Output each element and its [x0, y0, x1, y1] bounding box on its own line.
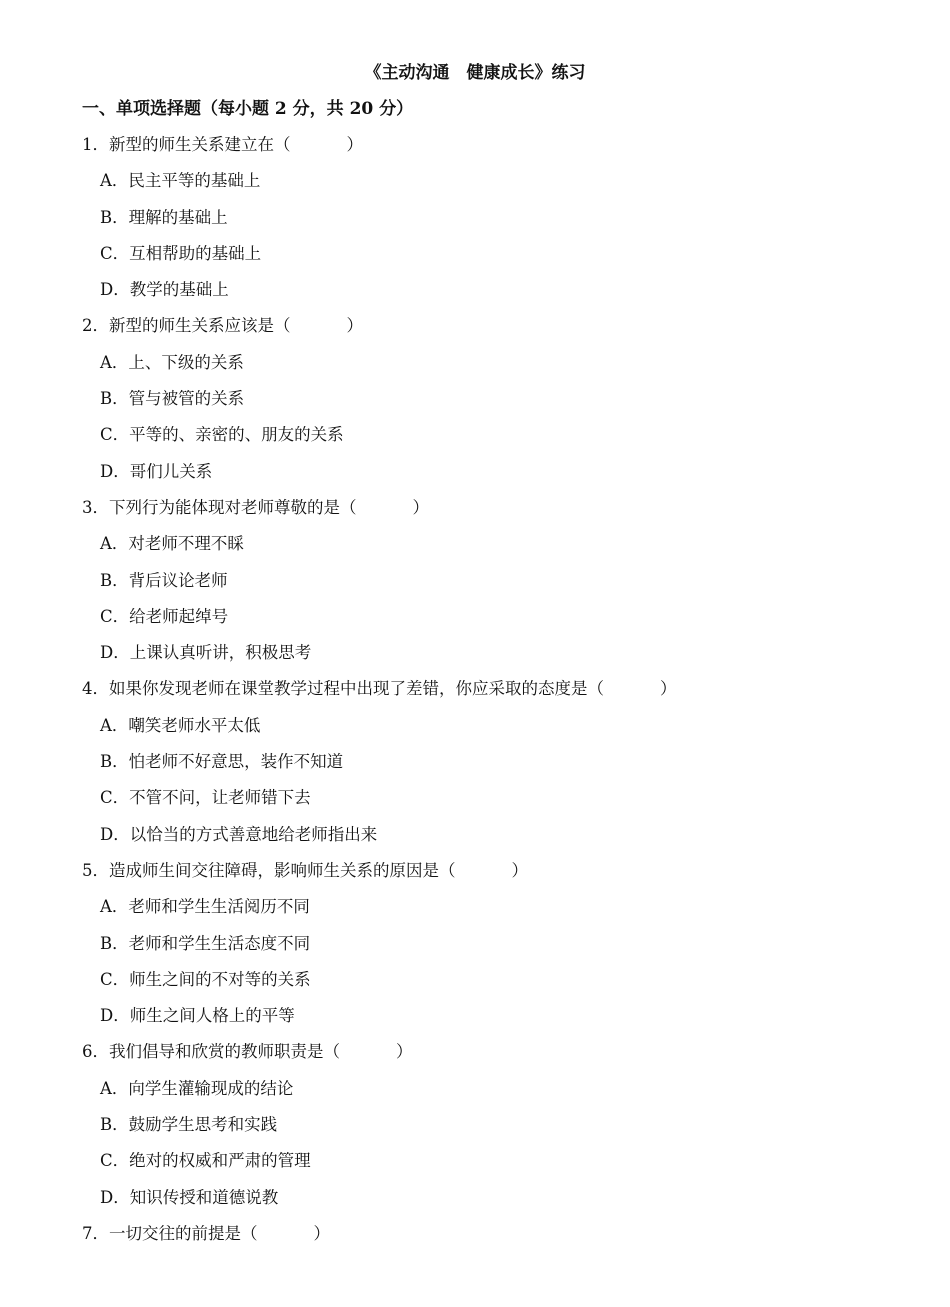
option-letter: B．: [100, 933, 129, 953]
option-letter: A．: [100, 534, 129, 554]
option-text: 老师和学生生活阅历不同: [128, 897, 310, 917]
option-text: 以恰当的方式善意地给老师指出来: [129, 824, 378, 844]
answer-bracket-close: ）: [346, 316, 363, 336]
question-text: 一切交往的前提是（: [109, 1223, 258, 1243]
option-1: [82, 1074, 882, 1110]
option-1: [82, 166, 882, 202]
question-number: 1．: [82, 135, 109, 154]
question-text: 我们倡导和欣赏的教师职责是（: [109, 1042, 340, 1062]
option-4: [82, 457, 882, 493]
option-letter: C．: [100, 1151, 130, 1171]
answer-bracket-close: ）: [346, 135, 363, 154]
question-2: [82, 311, 882, 492]
question-text: 如果你发现老师在课堂教学过程中出现了差错，你应采取的态度是（: [109, 679, 604, 699]
option-4: [82, 1001, 882, 1037]
option-letter: C．: [100, 425, 130, 445]
option-letter: D．: [100, 280, 130, 300]
question-number: 3．: [82, 497, 109, 517]
option-2: [82, 1110, 882, 1146]
option-text: 知识传授和道德说教: [129, 1187, 279, 1207]
option-text: 绝对的权威和严肃的管理: [129, 1151, 311, 1171]
option-letter: B．: [100, 752, 129, 772]
question-list: [82, 130, 882, 1255]
section-heading: 一、单项选择题（每小题 2 分，共 20 分）: [82, 99, 414, 119]
option-text: 民主平等的基础上: [128, 171, 261, 191]
answer-bracket-close: ）: [660, 679, 677, 699]
question-number: 6．: [82, 1042, 109, 1062]
question-4: [82, 674, 882, 855]
question-6: [82, 1037, 882, 1218]
option-text: 理解的基础上: [128, 207, 228, 227]
question-5: [82, 856, 882, 1037]
option-1: [82, 348, 882, 384]
option-4: [82, 1183, 882, 1219]
option-text: 背后议论老师: [128, 570, 228, 590]
question-text: 新型的师生关系建立在（: [109, 135, 291, 154]
option-letter: C．: [100, 243, 130, 263]
question-3: [82, 493, 882, 674]
option-text: 对老师不理不睬: [128, 534, 244, 554]
option-2: [82, 929, 882, 965]
question-text: 新型的师生关系应该是（: [109, 316, 291, 336]
option-1: [82, 711, 882, 747]
answer-bracket-close: ）: [412, 497, 429, 517]
option-3: [82, 420, 882, 456]
option-text: 老师和学生生活态度不同: [128, 933, 311, 953]
option-letter: C．: [100, 969, 130, 989]
question-stem: [82, 856, 882, 892]
option-letter: B．: [100, 1115, 129, 1135]
question-number: 4．: [82, 679, 109, 699]
option-text: 哥们儿关系: [129, 461, 213, 481]
question-stem: [82, 1219, 882, 1255]
option-3: [82, 965, 882, 1001]
question-stem: [82, 493, 882, 529]
option-text: 师生之间人格上的平等: [129, 1006, 295, 1026]
option-letter: D．: [100, 643, 130, 663]
option-3: [82, 1146, 882, 1182]
option-text: 给老师起绰号: [129, 606, 229, 626]
question-1: [82, 130, 882, 311]
option-1: [82, 529, 882, 565]
option-text: 上课认真听讲，积极思考: [129, 643, 312, 663]
option-letter: D．: [100, 1006, 130, 1026]
option-letter: C．: [100, 788, 130, 808]
document-title: 《主动沟通 健康成长》练习: [364, 63, 586, 83]
question-number: 7．: [82, 1223, 109, 1243]
option-text: 上、下级的关系: [128, 352, 244, 372]
question-stem: [82, 674, 882, 710]
option-letter: C．: [100, 606, 130, 626]
option-2: [82, 203, 882, 239]
option-letter: B．: [100, 570, 129, 590]
option-4: [82, 275, 882, 311]
option-letter: A．: [100, 352, 129, 372]
option-text: 平等的、亲密的、朋友的关系: [129, 425, 344, 445]
option-2: [82, 384, 882, 420]
option-text: 师生之间的不对等的关系: [129, 969, 311, 989]
option-text: 怕老师不好意思，装作不知道: [128, 752, 344, 772]
option-text: 互相帮助的基础上: [129, 243, 262, 263]
option-letter: B．: [100, 207, 129, 227]
answer-bracket-close: ）: [396, 1042, 413, 1062]
option-4: [82, 638, 882, 674]
answer-bracket-close: ）: [313, 1223, 330, 1243]
option-text: 鼓励学生思考和实践: [128, 1115, 278, 1135]
option-letter: D．: [100, 1187, 130, 1207]
question-7: [82, 1219, 882, 1255]
option-3: [82, 239, 882, 275]
option-2: [82, 566, 882, 602]
answer-bracket-close: ）: [511, 860, 528, 880]
option-letter: A．: [100, 171, 129, 191]
option-text: 嘲笑老师水平太低: [128, 715, 261, 735]
option-text: 不管不问，让老师错下去: [129, 788, 311, 808]
option-letter: A．: [100, 897, 129, 917]
question-stem: [82, 1037, 882, 1073]
option-3: [82, 783, 882, 819]
question-stem: [82, 311, 882, 347]
option-letter: B．: [100, 389, 129, 409]
option-4: [82, 820, 882, 856]
option-2: [82, 747, 882, 783]
option-3: [82, 602, 882, 638]
option-text: 管与被管的关系: [128, 389, 245, 409]
option-letter: D．: [100, 824, 130, 844]
option-text: 向学生灌输现成的结论: [128, 1078, 294, 1098]
question-stem: [82, 130, 882, 166]
option-letter: A．: [100, 1078, 129, 1098]
option-letter: D．: [100, 461, 130, 481]
question-number: 2．: [82, 316, 109, 336]
option-text: 教学的基础上: [129, 280, 229, 300]
question-number: 5．: [82, 860, 109, 880]
option-letter: A．: [100, 715, 129, 735]
question-text: 造成师生间交往障碍，影响师生关系的原因是（: [109, 860, 456, 880]
option-1: [82, 892, 882, 928]
question-text: 下列行为能体现对老师尊敬的是（: [109, 497, 357, 517]
